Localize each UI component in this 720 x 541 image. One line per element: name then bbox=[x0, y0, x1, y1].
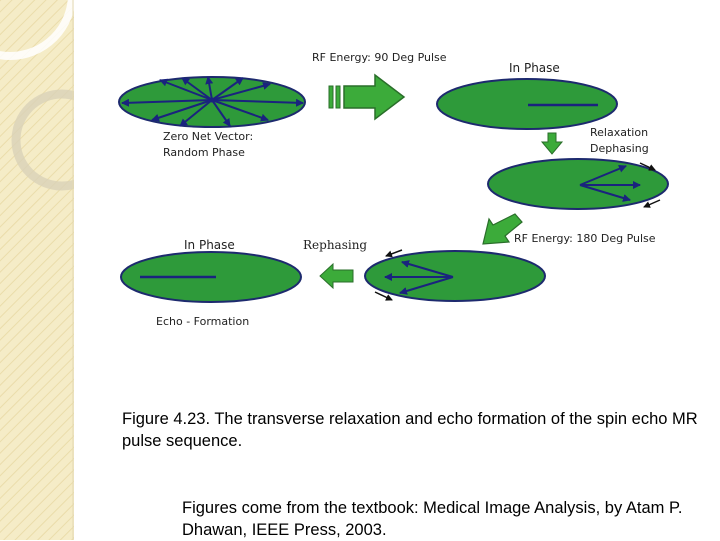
label-rf-180: RF Energy: 180 Deg Pulse bbox=[514, 232, 656, 245]
label-relaxation: Relaxation bbox=[590, 126, 649, 139]
disk-in-phase-top bbox=[437, 79, 617, 129]
label-dephasing: Dephasing bbox=[590, 142, 649, 155]
label-in-phase-bottom: In Phase bbox=[184, 238, 235, 252]
label-random-phase: Random Phase bbox=[163, 146, 245, 159]
label-echo-formation: Echo - Formation bbox=[156, 315, 250, 328]
label-in-phase-top: In Phase bbox=[509, 61, 560, 75]
disk-random-phase bbox=[119, 77, 305, 127]
disk-rephasing bbox=[365, 250, 545, 301]
disk-dephasing bbox=[488, 159, 668, 209]
source-note: Figures come from the textbook: Medical Image Analysis, by Atam P. Dhawan, IEEE Press, 2003. bbox=[182, 499, 683, 539]
down-arrow bbox=[542, 133, 562, 154]
disk-in-phase-echo bbox=[121, 252, 301, 302]
left-arrow bbox=[320, 264, 353, 288]
label-rf-90: RF Energy: 90 Deg Pulse bbox=[312, 51, 447, 64]
rf-90-arrow bbox=[329, 75, 404, 119]
label-rephasing: Rephasing bbox=[303, 238, 368, 252]
label-zero-net-vector: Zero Net Vector: bbox=[163, 130, 254, 143]
figure-caption: Figure 4.23. The transverse relaxation and echo formation of the spin echo MR pulse sequence. bbox=[122, 410, 698, 450]
